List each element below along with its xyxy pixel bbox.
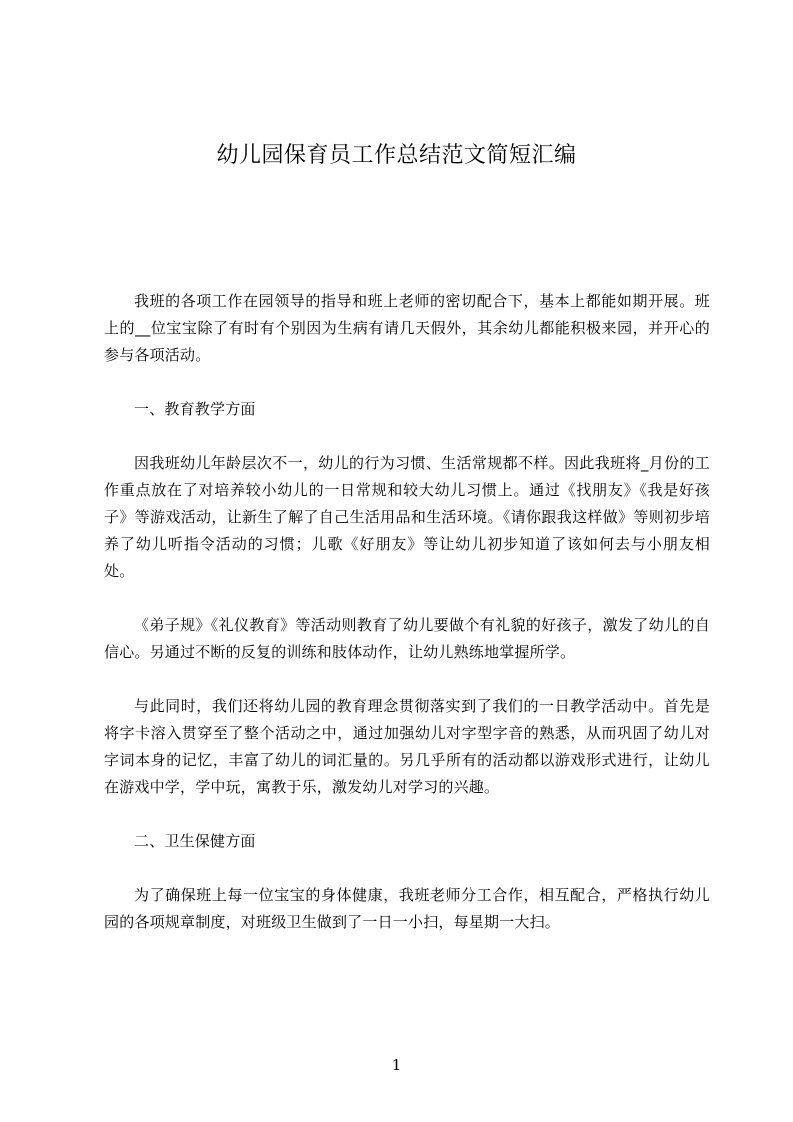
page-title: 幼儿园保育员工作总结范文简短汇编 (216, 143, 577, 168)
page-number: 1 (391, 1056, 402, 1074)
document-body (104, 288, 710, 936)
paragraph-education-manners: 《弟子规》《礼仪教育》等活动则教育了幼儿要做个有礼貌的好孩子，激发了幼儿的自信心。另通过不断的反复的训练和肢体动作，让幼儿熟练地掌握所学。 (104, 616, 710, 661)
paragraph-intro: 我班的各项工作在园领导的指导和班上老师的密切配合下，基本上都能如期开展。班上的__位宝宝除了有时有个别因为生病有请几天假外，其余幼儿都能积极来园，并开心的参与各项活动。 (104, 292, 710, 364)
paragraph-education-philosophy: 与此同时，我们还将幼儿园的教育理念贯彻落实到了我们的一日教学活动中。首先是将字卡溶入贯穿至了整个活动之中，通过加强幼儿对字型字音的熟悉，从而巩固了幼儿对字词本身的记忆，丰富了幼儿的词汇量的。另几乎所有的活动都以游戏形式进行，让幼儿在游戏中学，学中玩，寓教于乐，激发幼儿对学习的兴趣。 (104, 697, 710, 796)
paragraph-education-routine: 因我班幼儿年龄层次不一，幼儿的行为习惯、生活常规都不样。因此我班将_月份的工作重点放在了对培养较小幼儿的一日常规和较大幼儿习惯上。通过《找朋友》《我是好孩子》等游戏活动，让新生了解了自己生活用品和生活环境。《请你跟我这样做》等则初步培养了幼儿听指令活动的习惯；儿歌《好朋友》等让幼儿初步知道了该如何去与小朋友相处。 (104, 454, 710, 580)
section-heading-health: 二、卫生保健方面 (134, 832, 256, 850)
paragraph-health-hygiene: 为了确保班上每一位宝宝的身体健康，我班老师分工合作，相互配合，严格执行幼儿园的各项规章制度，对班级卫生做到了一日一小扫，每星期一大扫。 (104, 886, 710, 931)
section-heading-education: 一、教育教学方面 (134, 400, 256, 418)
